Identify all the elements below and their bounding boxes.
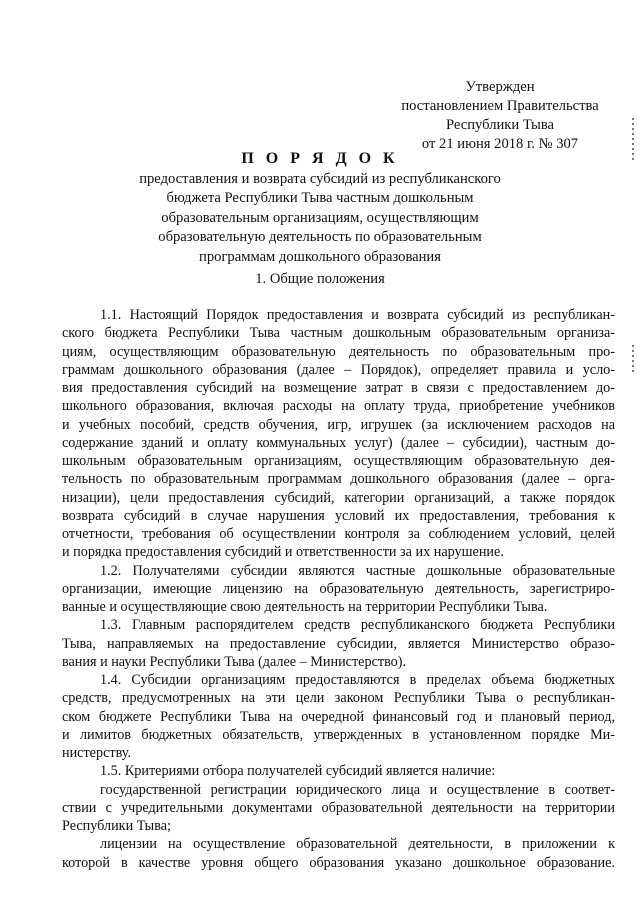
body-line: Республики Тыва; xyxy=(62,818,171,834)
scan-margin-mark xyxy=(632,118,634,160)
scan-margin-mark xyxy=(632,345,634,375)
document-subtitle xyxy=(0,170,640,267)
subtitle-line: предоставления и возврата субсидий из республиканского xyxy=(139,171,501,187)
body-line: школьным образовательным организациям, осуществляющим образовательную дея- xyxy=(62,453,615,469)
body-line: 1.4. Субсидии организациям предоставляются в пределах объема бюджетных xyxy=(100,672,615,688)
subtitle-line: бюджета Республики Тыва частным дошкольным xyxy=(166,190,474,207)
body-line: и порядка предоставления субсидий и ответственности за их нарушение. xyxy=(62,544,504,561)
body-line: содержание зданий и оплату коммунальных услуг) (далее – субсидии), частным до- xyxy=(62,434,615,451)
subtitle-line: образовательным организациям, осуществляющим xyxy=(161,209,479,226)
body-line: средств, предусмотренных на эти цели законом Республики Тыва о республикан- xyxy=(62,690,615,707)
section-heading: 1. Общие положения xyxy=(255,271,385,287)
body-line: ского бюджета Республики Тыва частным дошкольным образовательным организа- xyxy=(62,325,615,342)
body-line: возврата субсидий в случае нарушения условий их предоставления, требования к xyxy=(62,507,615,524)
approval-line: постановлением Правительства xyxy=(401,98,599,114)
body-line: нистерству. xyxy=(62,745,132,761)
subtitle-line: образовательную деятельность по образовательным xyxy=(158,229,482,246)
body-line: ском бюджете Республики Тыва на очередной финансовый год и плановый период, xyxy=(62,708,615,725)
approval-line: Утвержден xyxy=(465,79,535,95)
body-line: которой в качестве уровня общего образования указано дошкольное образование. xyxy=(62,854,615,871)
approval-stamp xyxy=(380,78,620,154)
body-line: 1.5. Критериями отбора получателей субсидий является наличие: xyxy=(100,763,496,780)
body-line: 1.1. Настоящий Порядок предоставления и возврата субсидий из республикан- xyxy=(100,307,615,323)
body-line: и учебных пособий, средств обучения, игр, игрушек (за исключением расходов на xyxy=(62,416,615,433)
body-line: ванные и осуществляющие свою деятельность на территории Республики Тыва. xyxy=(62,599,548,615)
body-line: низации), цели предоставления субсидий, категории организаций, а также порядок xyxy=(62,489,615,506)
body-line: лицензии на осуществление образовательной деятельности, в приложении к xyxy=(100,836,615,853)
body-line: 1.3. Главным распорядителем средств республиканского бюджета Республики xyxy=(100,617,615,634)
body-line: государственной регистрации юридического лица и осуществление в соответ- xyxy=(100,781,615,798)
body-line: и лимитов бюджетных обязательств, утвержденных в установленном порядке Ми- xyxy=(62,726,615,743)
document-title: П О Р Я Д О К xyxy=(241,150,399,167)
body-line: 1.2. Получателями субсидии являются частные дошкольные образовательные xyxy=(100,562,615,579)
document-body xyxy=(62,306,615,872)
body-line: отчетности, требования об осуществлении контроля за соблюдением условий, целей xyxy=(62,526,615,542)
body-line: организации, имеющие лицензию на образовательную деятельность, зарегистриро- xyxy=(62,580,615,597)
body-line: граммам дошкольного образования (далее – Порядок), определяет правила и усло- xyxy=(62,361,615,378)
body-line: циям, осуществляющим образовательную деятельность по образовательным про- xyxy=(62,343,615,360)
body-line: Тыва, направляемых на предоставление субсидии, является Министерство образо- xyxy=(62,635,615,652)
body-line: тельность по образовательным программам дошкольного образования (далее – орга- xyxy=(62,471,615,488)
body-line: вания и науки Республики Тыва (далее – Министерство). xyxy=(62,653,407,670)
body-line: вия предоставления субсидий на возмещение затрат в связи с предоставлением до- xyxy=(62,380,615,396)
body-line: ствии с учредительными документами образовательной деятельности на территории xyxy=(62,799,615,816)
approval-date-line: от 21 июня 2018 г. № 307 xyxy=(421,136,579,152)
body-line: школьного образования, включая расходы на оплату труда, приобретение учебников xyxy=(62,398,615,415)
subtitle-line: программам дошкольного образования xyxy=(199,248,441,265)
approval-line: Республики Тыва xyxy=(445,117,555,133)
